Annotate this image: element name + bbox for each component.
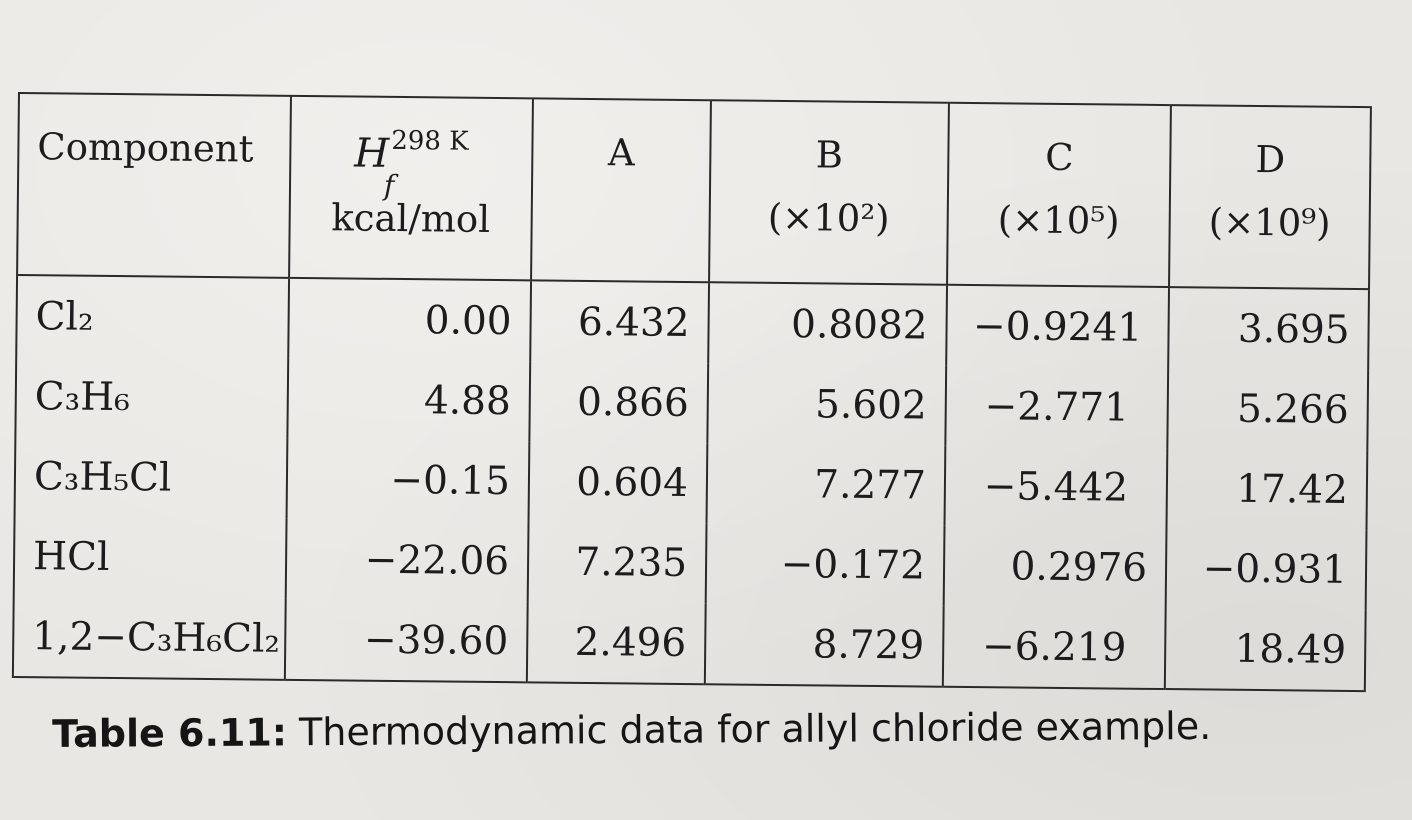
cell-hf: 4.88 bbox=[287, 359, 530, 442]
cell-b: 0.8082 bbox=[708, 282, 947, 365]
cell-hf: −39.60 bbox=[285, 599, 528, 683]
cell-c: 0.2976 bbox=[944, 526, 1167, 608]
cell-c: −6.219 bbox=[943, 606, 1166, 689]
hf-symbol: $H^{298 K}$ f bbox=[354, 125, 469, 202]
header-heat-of-formation bbox=[289, 96, 533, 281]
header-c-scale: (×10⁵) bbox=[997, 197, 1120, 243]
header-a: A bbox=[531, 98, 711, 282]
header-component: Component bbox=[17, 93, 291, 278]
cell-hf: −0.15 bbox=[287, 439, 530, 522]
cell-component: C₃H₅Cl bbox=[15, 436, 288, 519]
table-row bbox=[16, 275, 1369, 370]
header-b-scale: (×10²) bbox=[767, 195, 890, 240]
caption-label: Table 6.11: bbox=[52, 710, 288, 756]
cell-hf: −22.06 bbox=[286, 519, 529, 602]
cell-d: 18.49 bbox=[1165, 608, 1366, 691]
table-row bbox=[13, 596, 1366, 691]
header-d-scale: (×10⁹) bbox=[1208, 200, 1331, 245]
header-d: D (×10⁹) bbox=[1169, 105, 1371, 289]
cell-c: −2.771 bbox=[945, 366, 1168, 448]
cell-component: 1,2−C₃H₆Cl₂ bbox=[13, 596, 286, 680]
table-row bbox=[14, 516, 1367, 610]
cell-c: −5.442 bbox=[945, 446, 1168, 528]
table-row bbox=[15, 356, 1368, 450]
caption-text: Thermodynamic data for allyl chloride example. bbox=[286, 703, 1212, 755]
table-caption bbox=[52, 704, 1211, 756]
cell-a: 2.496 bbox=[527, 601, 706, 684]
cell-b: −0.172 bbox=[706, 523, 945, 605]
cell-b: 5.602 bbox=[707, 363, 946, 445]
cell-d: −0.931 bbox=[1166, 528, 1367, 610]
table-header-row bbox=[17, 93, 1371, 289]
cell-component: HCl bbox=[14, 516, 287, 599]
cell-hf: 0.00 bbox=[288, 278, 531, 362]
cell-a: 0.866 bbox=[529, 361, 708, 443]
cell-d: 3.695 bbox=[1168, 287, 1369, 370]
cell-b: 8.729 bbox=[705, 603, 944, 686]
cell-c: −0.9241 bbox=[946, 285, 1169, 368]
cell-a: 6.432 bbox=[530, 280, 709, 363]
cell-component: C₃H₆ bbox=[15, 356, 288, 439]
thermodynamic-data-table bbox=[12, 92, 1372, 692]
cell-a: 0.604 bbox=[529, 441, 708, 523]
hf-unit: kcal/mol bbox=[331, 196, 491, 241]
table-row bbox=[15, 436, 1368, 530]
header-c: C (×10⁵) bbox=[947, 103, 1171, 287]
header-b: B (×10²) bbox=[709, 100, 949, 284]
table-container bbox=[12, 92, 1370, 692]
cell-a: 7.235 bbox=[528, 521, 707, 603]
cell-d: 17.42 bbox=[1166, 448, 1367, 530]
cell-component: Cl₂ bbox=[16, 275, 289, 359]
cell-b: 7.277 bbox=[707, 443, 946, 525]
cell-d: 5.266 bbox=[1167, 368, 1368, 450]
